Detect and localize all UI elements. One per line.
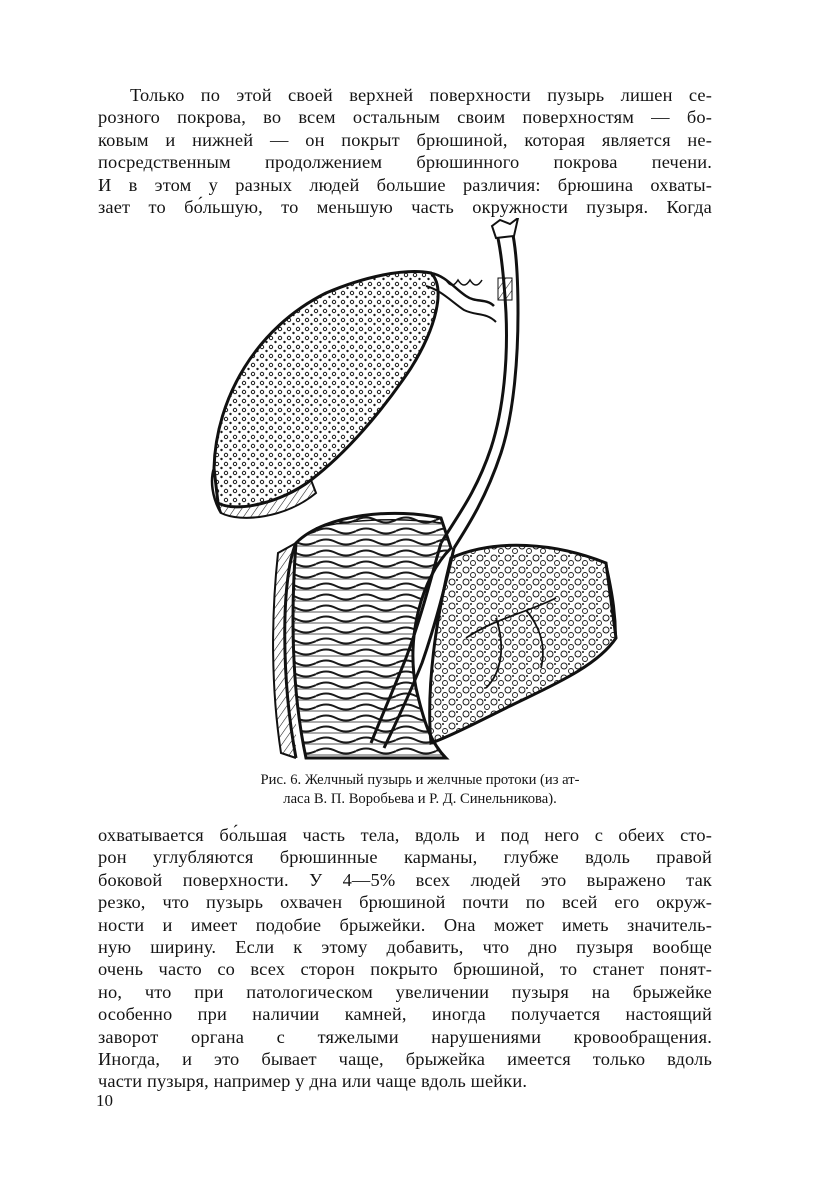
caption-line: ласа В. П. Воробьева и Р. Д. Синельникова).: [283, 791, 557, 807]
hepatic-duct: [441, 218, 518, 548]
text-line: заворот органа с тяжелыми нарушениями кровообращения.: [98, 1026, 712, 1047]
pancreas-head: [430, 545, 616, 743]
gallbladder-shape: [212, 272, 438, 518]
text-line: ковым и нижней — он покрыт брюшиной, которая является не-: [98, 129, 712, 150]
gallbladder-illustration: [196, 218, 626, 766]
text-line: Иногда, и это бывает чаще, брыжейка имеется только вдоль: [98, 1049, 712, 1070]
bottom-paragraph: [98, 824, 712, 1093]
duodenum-section: [273, 513, 451, 758]
text-line: И в этом у разных людей большие различия: брюшина охваты-: [98, 174, 712, 195]
figure-caption: [190, 771, 650, 809]
page-number: 10: [96, 1091, 113, 1110]
text-line: Только по этой своей верхней поверхности пузырь лишен се-: [130, 85, 712, 105]
text-line: ности и имеет подобие брыжейки. Она может иметь значитель-: [98, 914, 712, 935]
text-line: но, что при патологическом увеличении пузыря на брыжейке: [98, 981, 712, 1002]
text-line: резко, что пузырь охвачен брюшиной почти по всей его окруж-: [98, 892, 712, 913]
text-line: части пузыря, например у дна или чаще вдоль шейки.: [98, 1071, 528, 1092]
text-line: особенно при наличии камней, иногда получается настоящий: [98, 1004, 712, 1025]
caption-line: Рис. 6. Желчный пузырь и желчные протоки (из ат-: [260, 772, 580, 788]
text-line: посредственным продолжением брюшинного покрова печени.: [98, 152, 712, 173]
text-line: ную ширину. Если к этому добавить, что дно пузыря вообще: [98, 937, 712, 958]
text-line: боковой поверхности. У 4—5% всех людей это выражено так: [98, 869, 712, 890]
text-line: очень часто со всех сторон покрыто брюшиной, то станет понят-: [98, 959, 712, 980]
top-paragraph: [98, 84, 712, 218]
text-line: розного покрова, во всем остальным своим поверхностям — бо-: [98, 107, 712, 128]
text-line: охватывается бо́льшая часть тела, вдоль и под него с обеих сто-: [98, 825, 712, 845]
text-line: рон углубляются брюшинные карманы, глубже вдоль правой: [98, 847, 712, 868]
text-line: зает то бо́льшую, то меньшую часть окружности пузыря. Когда: [98, 197, 712, 218]
